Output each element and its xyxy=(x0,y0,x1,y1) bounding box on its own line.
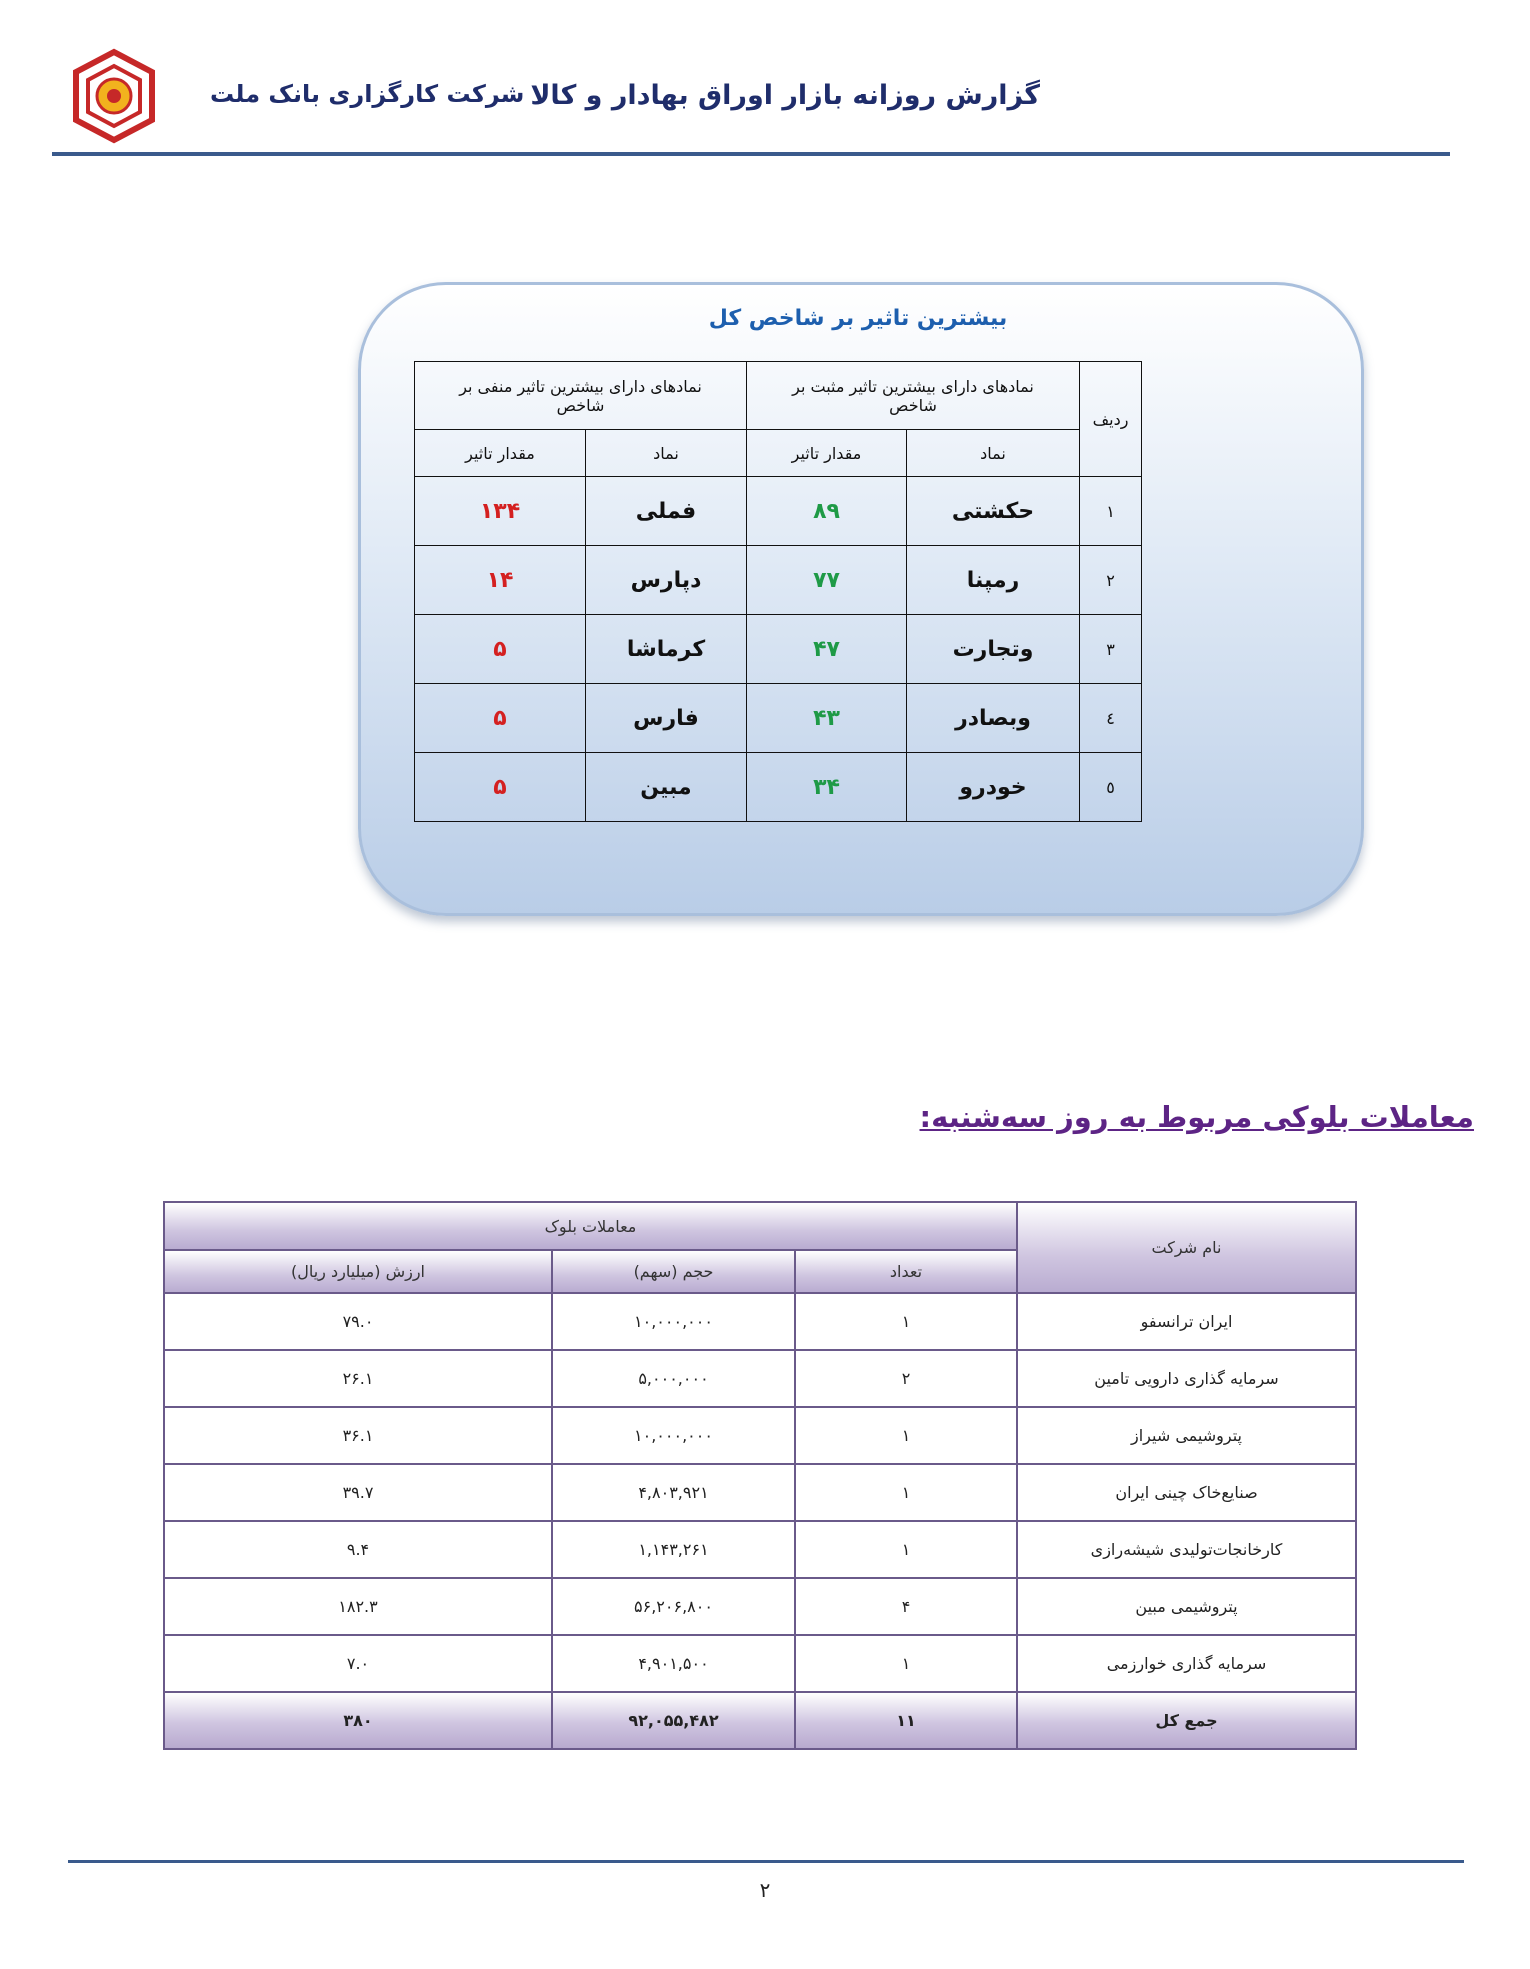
table-row xyxy=(164,1350,1356,1407)
table-row xyxy=(164,1635,1356,1692)
count-cell: ۱ xyxy=(795,1293,1017,1350)
value-cell: ۱۸۲.۳ xyxy=(164,1578,552,1635)
table-row xyxy=(415,546,1142,615)
negative-impact-value: ۱۴ xyxy=(415,546,586,615)
negative-symbol: کرماشا xyxy=(586,615,747,684)
total-volume: ۹۲,۰۵۵,۴۸۲ xyxy=(552,1692,795,1749)
volume-cell: ۱۰,۰۰۰,۰۰۰ xyxy=(552,1293,795,1350)
table-row xyxy=(164,1578,1356,1635)
company-name-cell: صنایع‌خاک چینی ایران xyxy=(1017,1464,1356,1521)
row-number: ۳ xyxy=(1080,615,1142,684)
row-number: ۱ xyxy=(1080,477,1142,546)
header-value: ارزش (میلیارد ریال) xyxy=(164,1250,552,1293)
negative-impact-value: ۱۳۴ xyxy=(415,477,586,546)
table-row xyxy=(415,753,1142,822)
value-cell: ۳۶.۱ xyxy=(164,1407,552,1464)
header-count: تعداد xyxy=(795,1250,1017,1293)
positive-impact-value: ۸۹ xyxy=(747,477,907,546)
company-name-cell: پتروشیمی مبین xyxy=(1017,1578,1356,1635)
volume-cell: ۱,۱۴۳,۲۶۱ xyxy=(552,1521,795,1578)
total-value: ۳۸۰ xyxy=(164,1692,552,1749)
count-cell: ۱ xyxy=(795,1521,1017,1578)
table-row xyxy=(164,1521,1356,1578)
volume-cell: ۵,۰۰۰,۰۰۰ xyxy=(552,1350,795,1407)
header-volume: حجم (سهم) xyxy=(552,1250,795,1293)
count-cell: ۱ xyxy=(795,1464,1017,1521)
volume-cell: ۱۰,۰۰۰,۰۰۰ xyxy=(552,1407,795,1464)
value-cell: ۷.۰ xyxy=(164,1635,552,1692)
header-divider xyxy=(52,152,1450,156)
company-name-cell: سرمایه گذاری دارویی تامین xyxy=(1017,1350,1356,1407)
company-name-cell: ایران ترانسفو xyxy=(1017,1293,1356,1350)
block-trades-heading: معاملات بلوکی مربوط به روز سه‌شنبه: xyxy=(919,1100,1474,1134)
negative-symbol: دپارس xyxy=(586,546,747,615)
header-positive-group: نمادهای دارای بیشترین تاثیر مثبت بر شاخص xyxy=(747,362,1080,430)
positive-symbol: وتجارت xyxy=(907,615,1080,684)
positive-impact-value: ۴۳ xyxy=(747,684,907,753)
value-cell: ۲۶.۱ xyxy=(164,1350,552,1407)
header-neg-symbol: نماد xyxy=(586,430,747,477)
index-impact-title: بیشترین تاثیر بر شاخص کل xyxy=(708,306,1008,331)
index-impact-table xyxy=(414,361,1142,822)
total-row xyxy=(164,1692,1356,1749)
company-name-cell: پتروشیمی شیراز xyxy=(1017,1407,1356,1464)
header-neg-amount: مقدار تاثیر xyxy=(415,430,586,477)
row-number: ٤ xyxy=(1080,684,1142,753)
header-block-group: معاملات بلوک xyxy=(164,1202,1017,1250)
positive-impact-value: ۳۴ xyxy=(747,753,907,822)
header-pos-amount: مقدار تاثیر xyxy=(747,430,907,477)
count-cell: ۱ xyxy=(795,1635,1017,1692)
company-name: شرکت کارگزاری بانک ملت xyxy=(210,80,525,108)
report-title: گزارش روزانه بازار اوراق بهادار و کالا xyxy=(530,80,1040,111)
positive-impact-value: ۴۷ xyxy=(747,615,907,684)
count-cell: ۱ xyxy=(795,1407,1017,1464)
total-label: جمع کل xyxy=(1017,1692,1356,1749)
positive-symbol: خودرو xyxy=(907,753,1080,822)
positive-symbol: حکشتی xyxy=(907,477,1080,546)
negative-impact-value: ۵ xyxy=(415,684,586,753)
company-name-cell: کارخانجات‌تولیدی شیشه‌رازی xyxy=(1017,1521,1356,1578)
footer-divider xyxy=(68,1860,1464,1863)
header-negative-group: نمادهای دارای بیشترین تاثیر منفی بر شاخص xyxy=(415,362,747,430)
header-row-number: ردیف xyxy=(1080,362,1142,477)
value-cell: ۹.۴ xyxy=(164,1521,552,1578)
negative-symbol: فارس xyxy=(586,684,747,753)
volume-cell: ۴,۹۰۱,۵۰۰ xyxy=(552,1635,795,1692)
negative-symbol: مبین xyxy=(586,753,747,822)
negative-impact-value: ۵ xyxy=(415,753,586,822)
page-number: ۲ xyxy=(759,1878,771,1902)
row-number: ۲ xyxy=(1080,546,1142,615)
positive-symbol: وبصادر xyxy=(907,684,1080,753)
table-row xyxy=(164,1407,1356,1464)
company-name-cell: سرمایه گذاری خوارزمی xyxy=(1017,1635,1356,1692)
table-row xyxy=(415,684,1142,753)
positive-symbol: رمپنا xyxy=(907,546,1080,615)
block-trades-table xyxy=(163,1201,1357,1750)
volume-cell: ۴,۸۰۳,۹۲۱ xyxy=(552,1464,795,1521)
header-pos-symbol: نماد xyxy=(907,430,1080,477)
positive-impact-value: ۷۷ xyxy=(747,546,907,615)
negative-symbol: فملی xyxy=(586,477,747,546)
count-cell: ۲ xyxy=(795,1350,1017,1407)
count-cell: ۴ xyxy=(795,1578,1017,1635)
table-row xyxy=(415,477,1142,546)
header-company: نام شرکت xyxy=(1017,1202,1356,1293)
table-row xyxy=(164,1293,1356,1350)
value-cell: ۳۹.۷ xyxy=(164,1464,552,1521)
table-row xyxy=(415,615,1142,684)
value-cell: ۷۹.۰ xyxy=(164,1293,552,1350)
negative-impact-value: ۵ xyxy=(415,615,586,684)
volume-cell: ۵۶,۲۰۶,۸۰۰ xyxy=(552,1578,795,1635)
company-logo xyxy=(60,46,168,146)
row-number: ٥ xyxy=(1080,753,1142,822)
table-row xyxy=(164,1464,1356,1521)
total-count: ۱۱ xyxy=(795,1692,1017,1749)
